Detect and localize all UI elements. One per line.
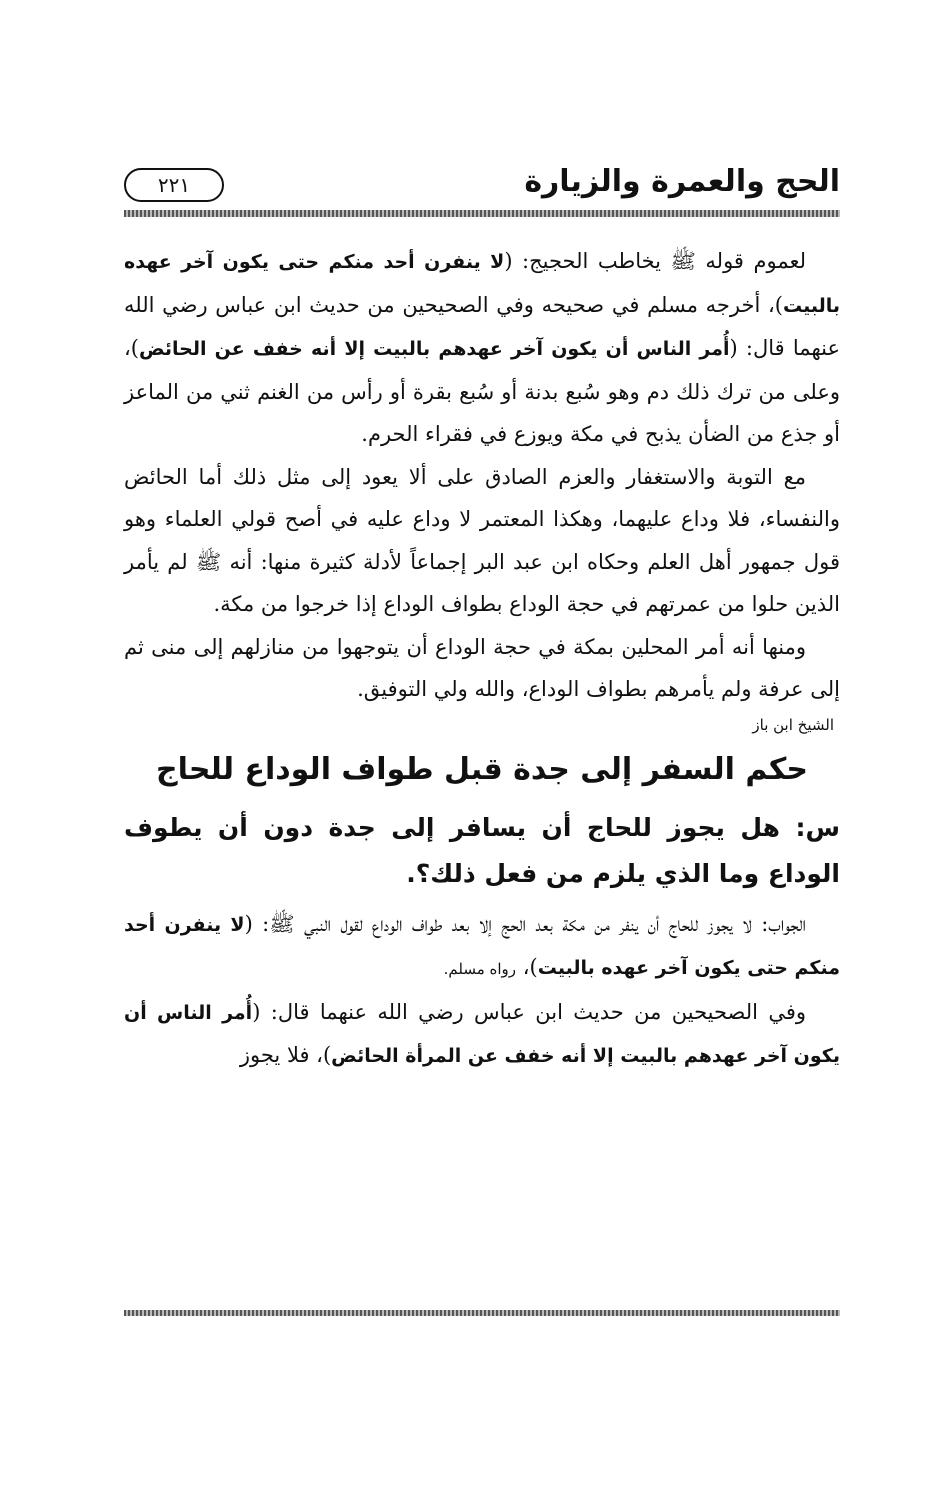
- question: س: هل يجوز للحاج أن يسافر إلى جدة دون أن يطوف الوداع وما الذي يلزم من فعل ذلك؟.: [124, 812, 840, 888]
- answer2-hadith: أُمر الناس أن يكون آخر عهدهم بالبيت إلا أنه خفف عن المرأة الحائض: [124, 1001, 840, 1067]
- p1-text-3: )، وعلى من ترك ذلك دم وهو سُبع بدنة أو سُبع بقرة أو رأس من الغنم ثني من الماعز أو جذع من الضأن يذبح في مكة ويوزع في فقراء الحرم.: [124, 336, 840, 446]
- source-attribution: الشيخ ابن باز: [752, 715, 834, 734]
- answer2-text-2: )، فلا يجوز: [239, 1043, 332, 1067]
- p1-hadith-1: لا ينفرن أحد منكم حتى يكون آخر عهده بالبيت: [124, 251, 840, 317]
- answer-paragraph-1: [124, 903, 840, 991]
- page-number: ٢٢١: [124, 168, 224, 202]
- answer1-text-2: )،: [516, 955, 538, 979]
- p1-hadith-2: أُمر الناس أن يكون آخر عهدهم بالبيت إلا أنه خفف عن الحائض: [138, 338, 730, 360]
- answer1-hadith: لا ينفرن أحد منكم حتى يكون آخر عهده بالبيت: [124, 913, 840, 979]
- page-header: [124, 160, 840, 208]
- book-page: [124, 160, 840, 1330]
- answer-paragraph-2: [124, 991, 840, 1078]
- paragraph-3: ومنها أنه أمر المحلين بمكة في حجة الوداع أن يتوجهوا من منازلهم إلى منى ثم إلى عرفة ولم يأمرهم بطواف الوداع، والله ولي التوفيق.: [124, 634, 840, 701]
- p1-text-1: لعموم قوله ﷺ يخاطب الحجيج: (: [504, 249, 806, 273]
- header-divider: [124, 210, 840, 217]
- section-title: حكم السفر إلى جدة قبل طواف الوداع للحاج: [155, 751, 808, 787]
- answer1-text-1: الجواب: لا يجوز للحاج أن ينفر من مكة بعد الحج إلا بعد طواف الوداع لقول النبي ﷺ: (: [244, 911, 806, 936]
- p1-text-2: )، أخرجه مسلم في صحيحه وفي الصحيحين من حديث ابن عباس رضي الله عنهما قال: (: [124, 292, 840, 360]
- answer1-reference: رواه مسلم.: [443, 960, 517, 978]
- paragraph-1: [124, 240, 840, 456]
- answer2-text-1: وفي الصحيحين من حديث ابن عباس رضي الله عنهما قال: (: [252, 999, 807, 1024]
- footer-divider: [124, 1310, 840, 1316]
- page-body: [124, 240, 840, 1078]
- book-title: الحج والعمرة والزيارة: [524, 164, 840, 199]
- paragraph-2: مع التوبة والاستغفار والعزم الصادق على ألا يعود إلى مثل ذلك أما الحائض والنفساء، فلا وداع عليهما، وهكذا المعتمر لا وداع عليه في أصح قولي العلماء وهو قول جمهور أهل العلم وحكاه ابن عبد البر إجماعاً لأدلة كثيرة منها: أنه ﷺ لم يأمر الذين حلوا من عمرتهم في حجة الوداع بطواف الوداع إذا خرجوا من مكة.: [124, 464, 840, 616]
